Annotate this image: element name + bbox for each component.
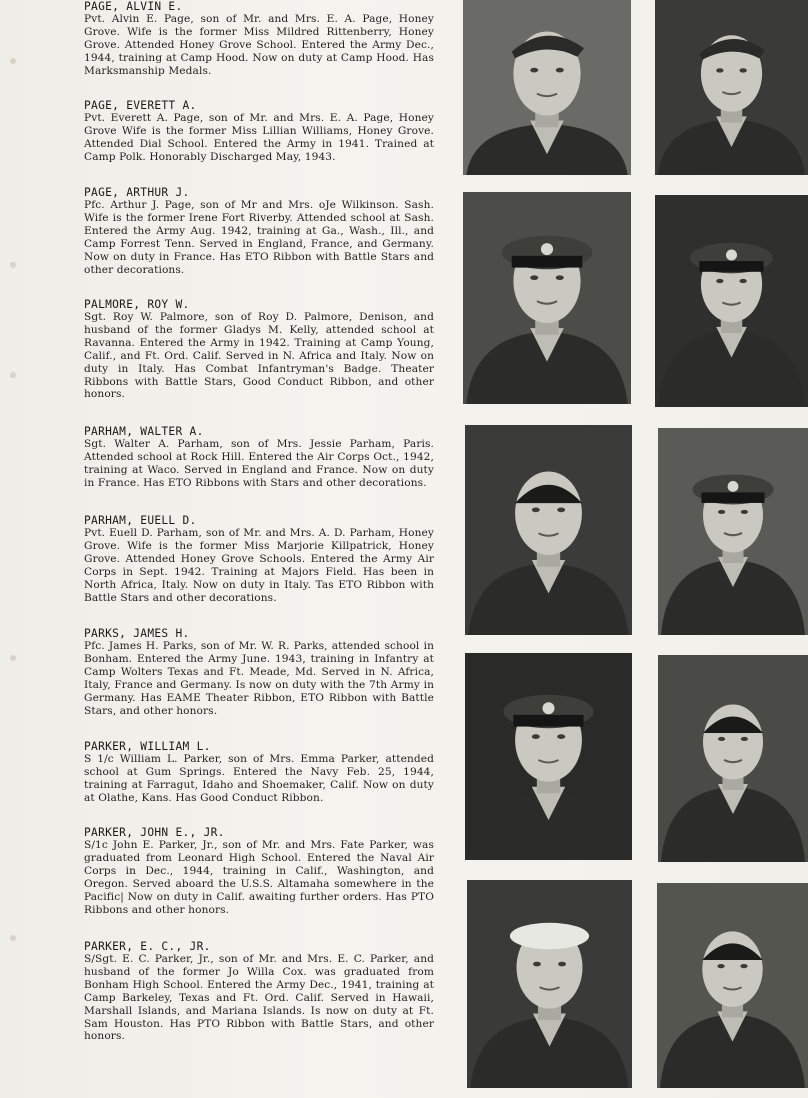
entry-bio: Sgt. Walter A. Parham, son of Mrs. Jessie Parham, Paris. Attended school at Rock Hill. Entered the Air Corps Oct., 1942, training at Waco. Served in England and France. Now on duty in France. Has ETO Ribbons with Stars and other decorations. (84, 438, 434, 489)
portrait-photo (463, 0, 631, 175)
entry (84, 186, 434, 276)
portrait-photo (463, 192, 631, 404)
portrait-photo (655, 0, 808, 175)
portrait-parker-ec (657, 883, 808, 1088)
entry-bio: S/Sgt. E. C. Parker, Jr., son of Mr. and Mrs. E. C. Parker, and husband of the former Jo Willa Cox. was graduated from Bonham High School. Entered the Army Dec., 1941, training at Camp Barkeley, Texas and Ft. Ord. Calif. Served in Hawaii, Marshall Islands, and Mariana Islands. Is now on duty at Ft. Sam Houston. Has PTO Ribbon with Battle Stars, and other honors. (84, 953, 434, 1043)
entry-name: PALMORE, ROY W. (84, 298, 190, 311)
entry (84, 425, 434, 490)
portrait-photo (655, 195, 808, 407)
entry (84, 627, 434, 717)
binder-hole (10, 935, 16, 941)
portrait-photo (465, 425, 632, 635)
entry-bio: Sgt. Roy W. Palmore, son of Roy D. Palmore, Denison, and husband of the former Gladys M. Kelly, attended school at Ravanna. Entered the Army in 1942. Training at Camp Young, Calif., and Ft. Ord. Calif. Served in N. Africa and Italy. Now on duty in Italy. Has Combat Infantryman's Badge. Theater Ribbons with Battle Stars, Good Conduct Ribbon, and other honors. (84, 311, 434, 401)
portrait-photo (465, 653, 632, 860)
portrait-parham-walter (465, 425, 632, 635)
entry (84, 940, 434, 1043)
entry-name: PAGE, ARTHUR J. (84, 186, 190, 199)
portrait-photo (658, 655, 808, 862)
portrait-parham-euell (658, 428, 808, 635)
portrait-page-everett (655, 0, 808, 175)
portrait-photo (657, 883, 808, 1088)
portrait-page-alvin (463, 0, 631, 175)
entry-name: PAGE, ALVIN E. (84, 0, 183, 13)
entry-name: PARKER, E. C., JR. (84, 940, 211, 953)
entry (84, 740, 434, 805)
entry-name: PARKER, JOHN E., JR. (84, 826, 225, 839)
portrait-photo (467, 880, 632, 1088)
entry-bio: Pvt. Euell D. Parham, son of Mr. and Mrs. A. D. Parham, Honey Grove. Wife is the former Miss Marjorie Killpatrick, Honey Grove. Attended Honey Grove Schools. Entered the Army Air Corps in Sept. 1942. Training at Majors Field. Has been in North Africa, Italy. Now on duty in Italy. Tas ETO Ribbon with Battle Stars and other decorations. (84, 527, 434, 604)
entry (84, 298, 434, 401)
binder-hole (10, 372, 16, 378)
entry-bio: S/1c John E. Parker, Jr., son of Mr. and Mrs. Fate Parker, was graduated from Leonard High School. Entered the Naval Air Corps in Dec., 1944, training in Calif., Washington, and Oregon. Served aboard the U.S.S. Altamaha somewhere in the Pacific| Now on duty in Calif. awaiting further orders. Has PTO Ribbons and other honors. (84, 839, 434, 916)
portrait-parker-john (467, 880, 632, 1088)
entry-bio: Pvt. Alvin E. Page, son of Mr. and Mrs. E. A. Page, Honey Grove. Wife is the former Miss Mildred Rittenberry, Honey Grove. Attended Honey Grove School. Entered the Army Dec., 1944, training at Camp Hood. Now on duty at Camp Hood. Has Marksmanship Medals. (84, 13, 434, 77)
entry (84, 0, 434, 78)
entry-bio: Pfc. Arthur J. Page, son of Mr and Mrs. oJe Wilkinson. Sash. Wife is the former Irene Fort Riverby. Attended school at Sash. Entered the Army Aug. 1942, training at Ga., Wash., Ill., and Camp Forrest Tenn. Served in England, France, and Germany. Now on duty in France. Has ETO Ribbon with Battle Stars and other decorations. (84, 199, 434, 276)
portrait-photo (658, 428, 808, 635)
entry-bio: Pfc. James H. Parks, son of Mr. W. R. Parks, attended school in Bonham. Entered the Army June. 1943, training in Infantry at Camp Wolters Texas and Ft. Meade, Md. Served in N. Africa, Italy, France and Germany. Is now on duty with the 7th Army in Germany. Has EAME Theater Ribbon, ETO Ribbon with Battle Stars, and other honors. (84, 640, 434, 717)
portrait-palmore-roy (655, 195, 808, 407)
portrait-parker-william (658, 655, 808, 862)
binder-hole (10, 262, 16, 268)
entry-name: PARKER, WILLIAM L. (84, 740, 211, 753)
portrait-parks-james (465, 653, 632, 860)
entry-bio: S 1/c William L. Parker, son of Mrs. Emma Parker, attended school at Gum Springs. Entered the Navy Feb. 25, 1944, training at Farragut, Idaho and Shoemaker, Calif. Now on duty at Olathe, Kans. Has Good Conduct Ribbon. (84, 753, 434, 804)
binder-hole (10, 655, 16, 661)
entry (84, 826, 434, 916)
entry-bio: Pvt. Everett A. Page, son of Mr. and Mrs. E. A. Page, Honey Grove Wife is the former Miss Lillian Williams, Honey Grove. Attended Dial School. Entered the Army in 1941. Trained at Camp Polk. Honorably Discharged May, 1943. (84, 112, 434, 163)
binder-hole (10, 58, 16, 64)
entry (84, 99, 434, 164)
entry-name: PARHAM, EUELL D. (84, 514, 197, 527)
portrait-page-arthur (463, 192, 631, 404)
entry-name: PAGE, EVERETT A. (84, 99, 197, 112)
entry-name: PARKS, JAMES H. (84, 627, 190, 640)
entry-name: PARHAM, WALTER A. (84, 425, 204, 438)
entry (84, 514, 434, 604)
